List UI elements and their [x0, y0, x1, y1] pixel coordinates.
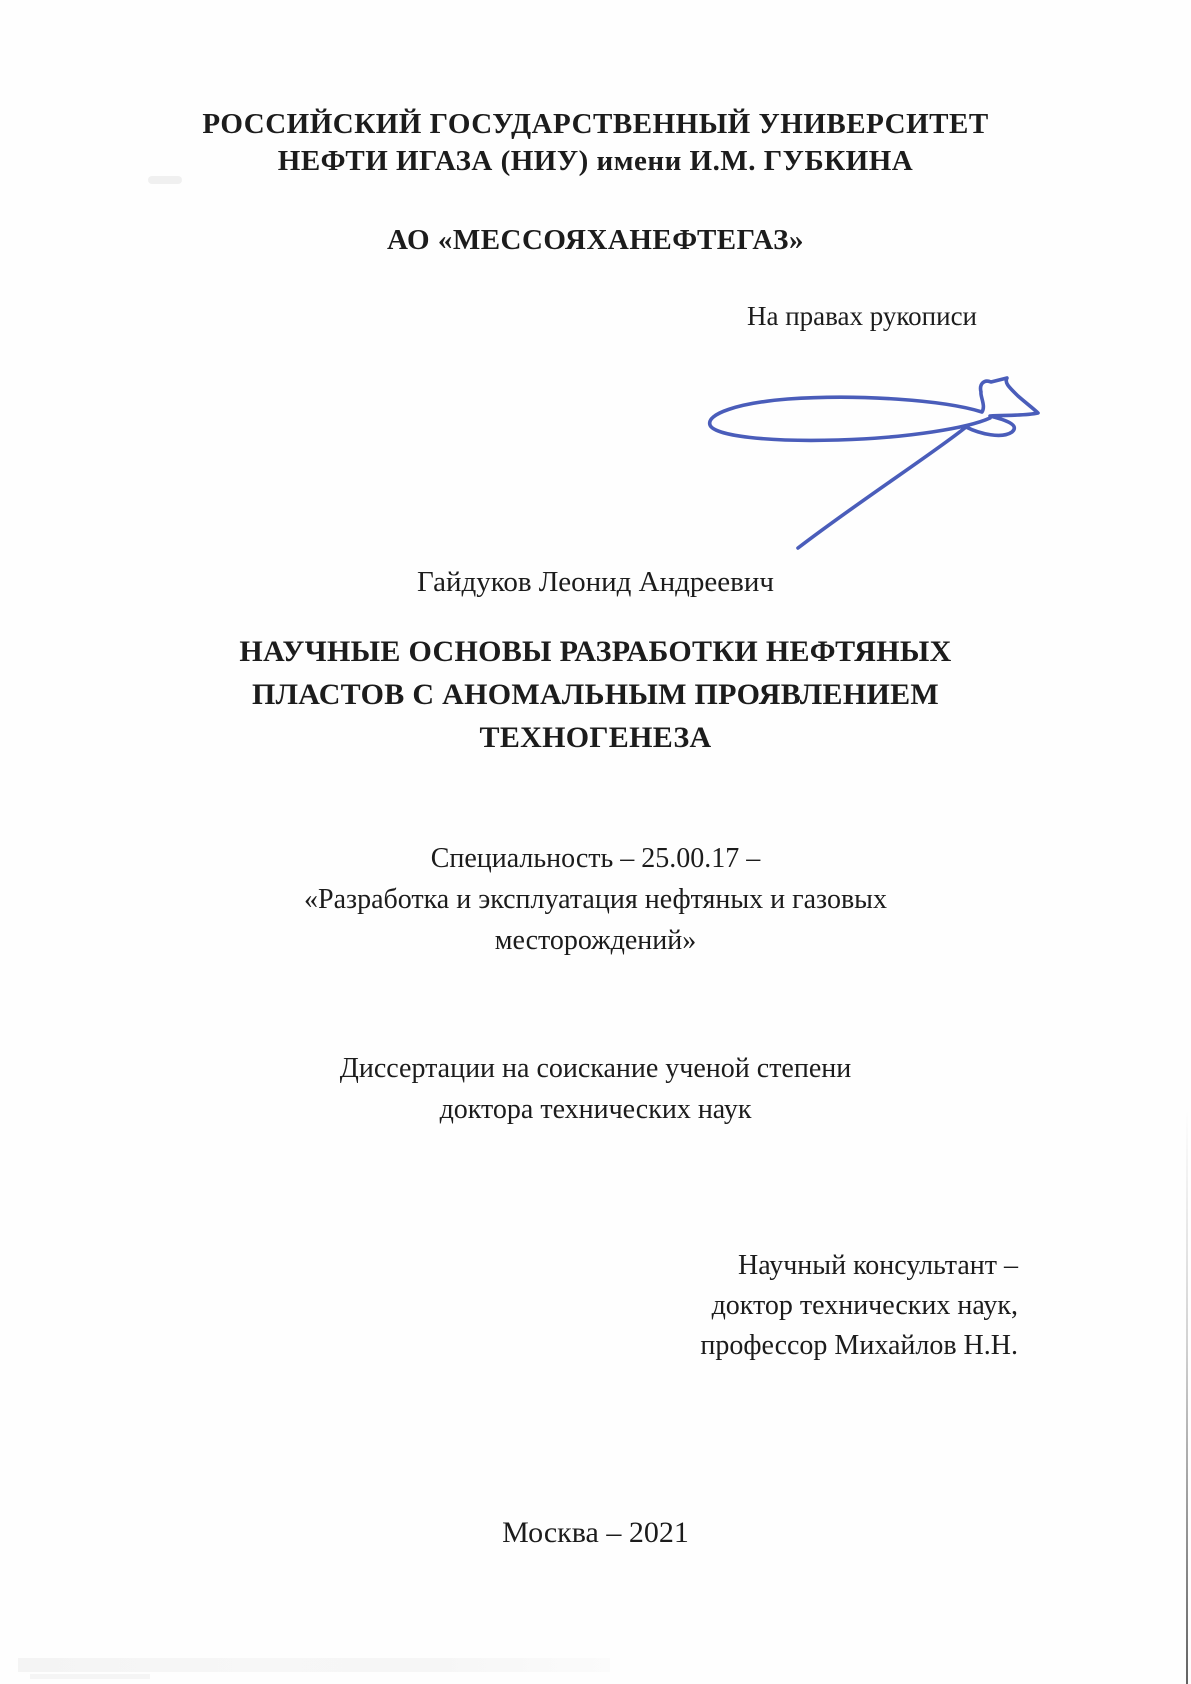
city-and-year: Москва – 2021	[502, 1516, 689, 1549]
title-line-2: ПЛАСТОВ С АНОМАЛЬНЫМ ПРОЯВЛЕНИЕМ	[251, 678, 940, 711]
degree-statement	[0, 1048, 1191, 1130]
degree-line-1: Диссертации на соискание ученой степени	[339, 1053, 852, 1084]
degree-line-2: доктора технических наук	[439, 1094, 752, 1125]
scan-smudge-artifact	[148, 176, 182, 184]
university-line-2: НЕФТИ ИГАЗА (НИУ) имени И.М. ГУБКИНА	[277, 145, 914, 177]
scan-bottom-band2-artifact	[30, 1674, 150, 1679]
dissertation-title	[0, 630, 1191, 759]
scan-right-edge-artifact	[1186, 1110, 1188, 1684]
consultant-name: профессор Михайлов Н.Н.	[700, 1330, 1018, 1361]
signature-icon	[638, 352, 1058, 557]
specialty-name-line-1: «Разработка и эксплуатация нефтяных и газовых	[304, 884, 887, 915]
scientific-consultant-block	[700, 1246, 1018, 1366]
university-name	[0, 106, 1191, 180]
consultant-role: Научный консультант –	[738, 1250, 1018, 1281]
university-line-1: РОССИЙСКИЙ ГОСУДАРСТВЕННЫЙ УНИВЕРСИТЕТ	[202, 108, 989, 140]
handwritten-signature	[638, 352, 1058, 557]
title-line-1: НАУЧНЫЕ ОСНОВЫ РАЗРАБОТКИ НЕФТЯНЫХ	[239, 635, 952, 668]
specialty-block	[0, 838, 1191, 961]
manuscript-rights-note: На правах рукописи	[746, 301, 977, 331]
title-line-3: ТЕХНОГЕНЕЗА	[479, 721, 712, 754]
specialty-name-line-2: месторождений»	[494, 925, 697, 956]
scan-bottom-band-artifact	[18, 1658, 610, 1672]
consultant-degree: доктор технических наук,	[711, 1290, 1018, 1321]
author-name: Гайдуков Леонид Андреевич	[417, 566, 774, 598]
specialty-code: Специальность – 25.00.17 –	[430, 843, 761, 874]
organization-name: АО «МЕССОЯХАНЕФТЕГАЗ»	[387, 224, 804, 256]
